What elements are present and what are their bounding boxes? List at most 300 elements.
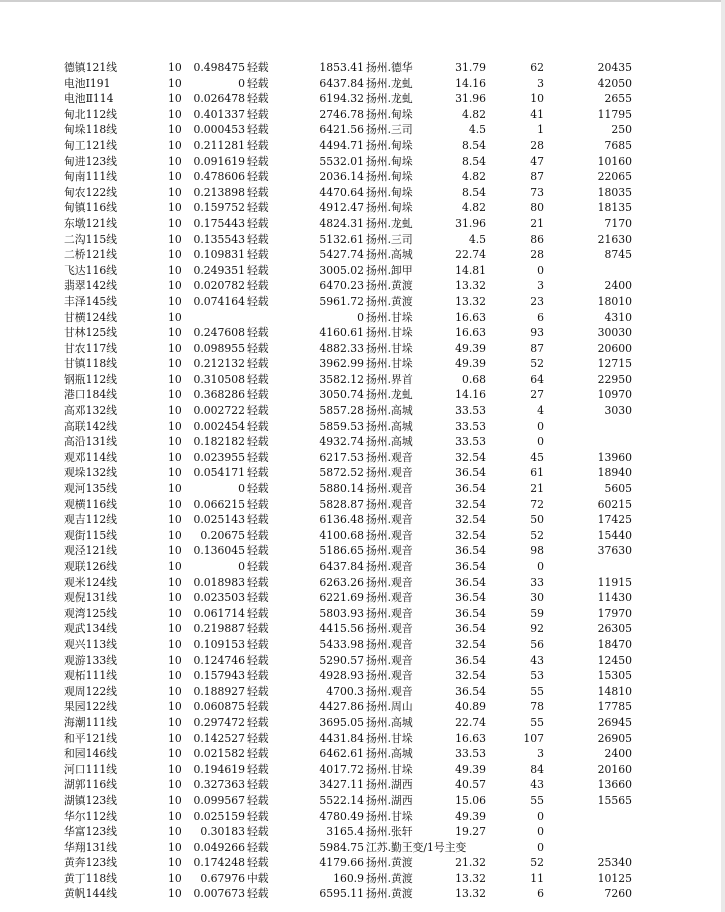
total-cell: 26905 <box>597 731 632 745</box>
length-cell: 16.63 <box>455 731 486 745</box>
load-ratio-cell: 0.401337 <box>193 107 245 121</box>
total-cell: 20160 <box>597 762 632 776</box>
load-status-cell: 轻载 <box>247 435 269 449</box>
voltage-cell: 10 <box>168 871 182 885</box>
capacity-cell: 5859.53 <box>319 419 364 433</box>
count-cell: 53 <box>530 669 544 683</box>
load-ratio-cell: 0.074164 <box>193 294 245 308</box>
voltage-cell: 10 <box>168 482 182 496</box>
load-status-cell: 轻载 <box>247 154 269 168</box>
line-name-cell: 观吉112线 <box>64 513 117 527</box>
table-row <box>0 216 725 232</box>
load-status-cell: 轻载 <box>247 684 269 698</box>
length-cell: 36.54 <box>455 622 486 636</box>
substation-cell: 扬州.甸垛 <box>366 107 413 121</box>
length-cell: 32.54 <box>455 528 486 542</box>
substation-cell: 扬州.黄渡 <box>366 279 413 293</box>
total-cell: 250 <box>611 123 632 137</box>
length-cell: 49.39 <box>455 762 486 776</box>
count-cell: 107 <box>523 731 544 745</box>
capacity-cell: 3582.12 <box>319 372 364 386</box>
length-cell: 14.16 <box>455 388 486 402</box>
capacity-cell: 4470.64 <box>319 185 364 199</box>
substation-cell: 江苏.勤王变/1号主变 <box>366 840 467 854</box>
table-row <box>0 855 725 871</box>
length-cell: 4.5 <box>468 232 486 246</box>
line-name-cell: 电池Ⅱ114 <box>64 92 114 106</box>
load-status-cell: 轻载 <box>247 201 269 215</box>
substation-cell: 扬州.观音 <box>366 575 413 589</box>
load-status-cell: 轻载 <box>247 61 269 74</box>
count-cell: 6 <box>537 887 544 901</box>
table-row <box>0 793 725 809</box>
capacity-cell: 6437.84 <box>319 76 364 90</box>
voltage-cell: 10 <box>168 61 182 74</box>
total-cell: 22065 <box>597 170 632 184</box>
substation-cell: 扬州.观音 <box>366 653 413 667</box>
substation-cell: 扬州.卸甲 <box>366 263 413 277</box>
load-status-cell: 轻载 <box>247 575 269 589</box>
length-cell: 31.96 <box>455 216 486 230</box>
count-cell: 23 <box>530 294 544 308</box>
capacity-cell: 5880.14 <box>319 482 364 496</box>
length-cell: 32.54 <box>455 669 486 683</box>
line-name-cell: 河口111线 <box>64 762 117 776</box>
line-name-cell: 甸垛118线 <box>64 123 117 137</box>
count-cell: 21 <box>530 482 544 496</box>
total-cell: 13960 <box>597 450 632 464</box>
total-cell: 11430 <box>597 591 632 605</box>
table-row <box>0 543 725 559</box>
line-name-cell: 甸工121线 <box>64 138 117 152</box>
voltage-cell: 10 <box>168 201 182 215</box>
voltage-cell: 10 <box>168 622 182 636</box>
load-status-cell: 轻载 <box>247 185 269 199</box>
voltage-cell: 10 <box>168 466 182 480</box>
voltage-cell: 10 <box>168 450 182 464</box>
total-cell: 10125 <box>597 871 632 885</box>
load-status-cell: 轻载 <box>247 294 269 308</box>
total-cell: 18940 <box>597 466 632 480</box>
load-status-cell: 轻载 <box>247 809 269 823</box>
line-name-cell: 和园146线 <box>64 747 117 761</box>
load-status-cell: 轻载 <box>247 513 269 527</box>
line-name-cell: 甸农122线 <box>64 185 117 199</box>
count-cell: 52 <box>530 856 544 870</box>
capacity-cell: 5186.65 <box>319 544 364 558</box>
load-ratio-cell: 0.025143 <box>193 513 245 527</box>
substation-cell: 扬州.德华 <box>366 61 413 74</box>
load-status-cell: 轻载 <box>247 123 269 137</box>
substation-cell: 扬州.观音 <box>366 513 413 527</box>
load-status-cell: 轻载 <box>247 591 269 605</box>
length-cell: 22.74 <box>455 715 486 729</box>
load-status-cell: 轻载 <box>247 232 269 246</box>
count-cell: 6 <box>537 310 544 324</box>
capacity-cell: 6595.11 <box>319 887 364 901</box>
voltage-cell: 10 <box>168 684 182 698</box>
load-ratio-cell: 0.478606 <box>193 170 245 184</box>
capacity-cell: 5984.75 <box>319 840 364 854</box>
length-cell: 33.53 <box>455 419 486 433</box>
load-status-cell: 轻载 <box>247 450 269 464</box>
load-ratio-cell: 0.136045 <box>193 544 245 558</box>
total-cell: 21630 <box>597 232 632 246</box>
load-ratio-cell: 0.109831 <box>193 248 245 262</box>
total-cell: 14810 <box>597 684 632 698</box>
voltage-cell: 10 <box>168 560 182 573</box>
capacity-cell: 6462.61 <box>319 747 364 761</box>
line-name-cell: 观米124线 <box>64 575 117 589</box>
voltage-cell: 10 <box>168 856 182 870</box>
load-ratio-cell: 0.174248 <box>193 856 245 870</box>
table-row <box>0 621 725 637</box>
substation-cell: 扬州.甘垛 <box>366 310 413 324</box>
load-ratio-cell: 0.20675 <box>200 528 245 542</box>
voltage-cell: 10 <box>168 825 182 839</box>
count-cell: 87 <box>530 341 544 355</box>
table-row <box>0 169 725 185</box>
substation-cell: 扬州.高城 <box>366 747 413 761</box>
line-name-cell: 甘横124线 <box>64 310 117 324</box>
table-row <box>0 653 725 669</box>
total-cell: 3030 <box>604 404 632 418</box>
capacity-cell: 6194.32 <box>319 92 364 106</box>
voltage-cell: 10 <box>168 528 182 542</box>
substation-cell: 扬州.观音 <box>366 497 413 511</box>
line-name-cell: 德镇121线 <box>64 61 117 74</box>
table-row <box>0 341 725 357</box>
table-row <box>0 278 725 294</box>
total-cell: 25340 <box>597 856 632 870</box>
load-status-cell: 轻载 <box>247 92 269 106</box>
load-ratio-cell: 0.157943 <box>193 669 245 683</box>
count-cell: 0 <box>537 560 544 573</box>
voltage-cell: 10 <box>168 793 182 807</box>
line-name-cell: 观游133线 <box>64 653 117 667</box>
voltage-cell: 10 <box>168 170 182 184</box>
count-cell: 84 <box>530 762 544 776</box>
table-row <box>0 481 725 497</box>
load-status-cell: 轻载 <box>247 497 269 511</box>
total-cell: 13660 <box>597 778 632 792</box>
substation-cell: 扬州.黄渡 <box>366 887 413 901</box>
voltage-cell: 10 <box>168 497 182 511</box>
length-cell: 33.53 <box>455 404 486 418</box>
table-row <box>0 777 725 793</box>
line-name-cell: 观泾121线 <box>64 544 117 558</box>
load-status-cell: 轻载 <box>247 138 269 152</box>
length-cell: 4.82 <box>461 107 486 121</box>
capacity-cell: 6217.53 <box>319 450 364 464</box>
count-cell: 56 <box>530 637 544 651</box>
line-name-cell: 观联126线 <box>64 560 117 573</box>
count-cell: 10 <box>530 92 544 106</box>
length-cell: 4.82 <box>461 170 486 184</box>
count-cell: 28 <box>530 248 544 262</box>
capacity-cell: 5872.52 <box>319 466 364 480</box>
table-row <box>0 419 725 435</box>
capacity-cell: 4824.31 <box>319 216 364 230</box>
substation-cell: 扬州.观音 <box>366 560 413 573</box>
substation-cell: 扬州.高城 <box>366 404 413 418</box>
capacity-cell: 3695.05 <box>319 715 364 729</box>
load-ratio-cell: 0.002454 <box>193 419 245 433</box>
line-name-cell: 甘农117线 <box>64 341 117 355</box>
count-cell: 28 <box>530 138 544 152</box>
table-row <box>0 403 725 419</box>
line-name-cell: 和平121线 <box>64 731 117 745</box>
capacity-cell: 2746.78 <box>319 107 364 121</box>
count-cell: 86 <box>530 232 544 246</box>
count-cell: 21 <box>530 216 544 230</box>
length-cell: 36.54 <box>455 560 486 573</box>
count-cell: 98 <box>530 544 544 558</box>
line-name-cell: 观武134线 <box>64 622 117 636</box>
load-ratio-cell: 0.066215 <box>193 497 245 511</box>
table-row <box>0 60 725 76</box>
length-cell: 22.74 <box>455 248 486 262</box>
load-status-cell: 轻载 <box>247 76 269 90</box>
substation-cell: 扬州.观音 <box>366 482 413 496</box>
length-cell: 49.39 <box>455 341 486 355</box>
load-ratio-cell: 0.099567 <box>193 793 245 807</box>
capacity-cell: 4932.74 <box>319 435 364 449</box>
load-status-cell: 轻载 <box>247 357 269 371</box>
voltage-cell: 10 <box>168 341 182 355</box>
substation-cell: 扬州.三司 <box>366 123 413 137</box>
substation-cell: 扬州.高城 <box>366 248 413 262</box>
load-ratio-cell: 0.060875 <box>193 700 245 714</box>
voltage-cell: 10 <box>168 263 182 277</box>
total-cell: 15305 <box>597 669 632 683</box>
load-ratio-cell: 0.30183 <box>200 825 245 839</box>
load-ratio-cell: 0.297472 <box>193 715 245 729</box>
substation-cell: 扬州.观音 <box>366 622 413 636</box>
length-cell: 14.81 <box>455 263 486 277</box>
load-ratio-cell: 0.182182 <box>193 435 245 449</box>
substation-cell: 扬州.三司 <box>366 232 413 246</box>
substation-cell: 扬州.张轩 <box>366 825 413 839</box>
total-cell: 17970 <box>597 606 632 620</box>
table-row <box>0 575 725 591</box>
total-cell: 17785 <box>597 700 632 714</box>
length-cell: 8.54 <box>461 185 486 199</box>
load-ratio-cell: 0.67976 <box>200 871 245 885</box>
voltage-cell: 10 <box>168 326 182 340</box>
count-cell: 43 <box>530 653 544 667</box>
load-status-cell: 轻载 <box>247 341 269 355</box>
count-cell: 11 <box>530 871 544 885</box>
substation-cell: 扬州.观音 <box>366 684 413 698</box>
line-name-cell: 湖镇123线 <box>64 793 117 807</box>
line-name-cell: 二桥121线 <box>64 248 117 262</box>
line-name-cell: 观横116线 <box>64 497 117 511</box>
capacity-cell: 5961.72 <box>319 294 364 308</box>
count-cell: 64 <box>530 372 544 386</box>
capacity-cell: 3005.02 <box>319 263 364 277</box>
length-cell: 32.54 <box>455 513 486 527</box>
total-cell: 7260 <box>604 887 632 901</box>
line-name-cell: 甸北112线 <box>64 107 117 121</box>
table-row <box>0 122 725 138</box>
voltage-cell: 10 <box>168 700 182 714</box>
voltage-cell: 10 <box>168 669 182 683</box>
capacity-cell: 4431.84 <box>319 731 364 745</box>
load-status-cell: 轻载 <box>247 482 269 496</box>
substation-cell: 扬州.龙虬 <box>366 76 413 90</box>
substation-cell: 扬州.高城 <box>366 435 413 449</box>
capacity-cell: 6263.26 <box>319 575 364 589</box>
total-cell: 42050 <box>597 76 632 90</box>
substation-cell: 扬州.观音 <box>366 528 413 542</box>
load-ratio-cell: 0.211281 <box>193 138 245 152</box>
table-row <box>0 372 725 388</box>
length-cell: 4.5 <box>468 123 486 137</box>
load-ratio-cell: 0.124746 <box>193 653 245 667</box>
line-name-cell: 湖郭116线 <box>64 778 117 792</box>
line-name-cell: 钢瓶112线 <box>64 372 117 386</box>
length-cell: 32.54 <box>455 450 486 464</box>
table-row <box>0 465 725 481</box>
table-row <box>0 684 725 700</box>
length-cell: 36.54 <box>455 591 486 605</box>
voltage-cell: 10 <box>168 575 182 589</box>
load-ratio-cell: 0.188927 <box>193 684 245 698</box>
load-status-cell: 轻载 <box>247 419 269 433</box>
load-status-cell: 轻载 <box>247 653 269 667</box>
load-status-cell: 轻载 <box>247 263 269 277</box>
substation-cell: 扬州.甸垛 <box>366 170 413 184</box>
table-row <box>0 746 725 762</box>
load-ratio-cell: 0.498475 <box>193 61 245 74</box>
substation-cell: 扬州.观音 <box>366 669 413 683</box>
capacity-cell: 5290.57 <box>319 653 364 667</box>
load-ratio-cell: 0.020782 <box>193 279 245 293</box>
line-name-cell: 观邓114线 <box>64 450 117 464</box>
capacity-cell: 4700.3 <box>326 684 364 698</box>
load-status-cell: 轻载 <box>247 528 269 542</box>
line-name-cell: 观周122线 <box>64 684 117 698</box>
count-cell: 33 <box>530 575 544 589</box>
voltage-cell: 10 <box>168 76 182 90</box>
load-status-cell: 轻载 <box>247 700 269 714</box>
total-cell: 11915 <box>597 575 632 589</box>
substation-cell: 扬州.龙虬 <box>366 388 413 402</box>
voltage-cell: 10 <box>168 248 182 262</box>
table-row <box>0 310 725 326</box>
total-cell: 10970 <box>597 388 632 402</box>
line-name-cell: 观湾125线 <box>64 606 117 620</box>
substation-cell: 扬州.高城 <box>366 715 413 729</box>
capacity-cell: 4179.66 <box>319 856 364 870</box>
load-status-cell: 轻载 <box>247 466 269 480</box>
count-cell: 61 <box>530 466 544 480</box>
count-cell: 3 <box>537 747 544 761</box>
substation-cell: 扬州.湖西 <box>366 793 413 807</box>
voltage-cell: 10 <box>168 606 182 620</box>
capacity-cell: 4017.72 <box>319 762 364 776</box>
total-cell: 10160 <box>597 154 632 168</box>
line-name-cell: 观兴113线 <box>64 637 117 651</box>
load-ratio-cell: 0.135543 <box>193 232 245 246</box>
total-cell: 15440 <box>597 528 632 542</box>
line-name-cell: 二沟115线 <box>64 232 117 246</box>
line-name-cell: 果园122线 <box>64 700 117 714</box>
length-cell: 16.63 <box>455 326 486 340</box>
load-ratio-cell: 0.049266 <box>193 840 245 854</box>
total-cell: 26305 <box>597 622 632 636</box>
voltage-cell: 10 <box>168 715 182 729</box>
load-ratio-cell: 0.000453 <box>193 123 245 137</box>
load-status-cell: 轻载 <box>247 887 269 901</box>
count-cell: 3 <box>537 76 544 90</box>
count-cell: 55 <box>530 715 544 729</box>
load-status-cell: 轻载 <box>247 326 269 340</box>
count-cell: 27 <box>530 388 544 402</box>
load-ratio-cell: 0.023503 <box>193 591 245 605</box>
length-cell: 13.32 <box>455 887 486 901</box>
voltage-cell: 10 <box>168 653 182 667</box>
load-status-cell: 轻载 <box>247 622 269 636</box>
table-row <box>0 263 725 279</box>
table-row <box>0 840 725 856</box>
substation-cell: 扬州.观音 <box>366 606 413 620</box>
length-cell: 8.54 <box>461 154 486 168</box>
substation-cell: 扬州.甘垛 <box>366 357 413 371</box>
load-ratio-cell: 0.194619 <box>193 762 245 776</box>
length-cell: 4.82 <box>461 201 486 215</box>
load-ratio-cell: 0.018983 <box>193 575 245 589</box>
length-cell: 19.27 <box>455 825 486 839</box>
capacity-cell: 4494.71 <box>319 138 364 152</box>
table-row <box>0 76 725 92</box>
substation-cell: 扬州.甸垛 <box>366 201 413 215</box>
load-ratio-cell: 0.023955 <box>193 450 245 464</box>
table-row <box>0 606 725 622</box>
table-row <box>0 512 725 528</box>
substation-cell: 扬州.龙虬 <box>366 216 413 230</box>
load-ratio-cell: 0.159752 <box>193 201 245 215</box>
line-name-cell: 观河135线 <box>64 482 117 496</box>
line-name-cell: 华翔131线 <box>64 840 117 854</box>
substation-cell: 扬州.甸垛 <box>366 185 413 199</box>
total-cell: 18010 <box>597 294 632 308</box>
table-row <box>0 247 725 263</box>
capacity-cell: 5433.98 <box>319 637 364 651</box>
total-cell: 15565 <box>597 793 632 807</box>
table-row <box>0 154 725 170</box>
voltage-cell: 10 <box>168 762 182 776</box>
capacity-cell: 4928.93 <box>319 669 364 683</box>
count-cell: 0 <box>537 263 544 277</box>
line-name-cell: 观垛132线 <box>64 466 117 480</box>
capacity-cell: 4415.56 <box>319 622 364 636</box>
voltage-cell: 10 <box>168 747 182 761</box>
count-cell: 0 <box>537 825 544 839</box>
total-cell: 12450 <box>597 653 632 667</box>
table-row <box>0 824 725 840</box>
count-cell: 45 <box>530 450 544 464</box>
load-status-cell: 轻载 <box>247 669 269 683</box>
voltage-cell: 10 <box>168 372 182 386</box>
voltage-cell: 10 <box>168 123 182 137</box>
substation-cell: 扬州.界首 <box>366 372 413 386</box>
capacity-cell: 6470.23 <box>319 279 364 293</box>
load-ratio-cell: 0 <box>238 76 245 90</box>
table-row <box>0 590 725 606</box>
count-cell: 50 <box>530 513 544 527</box>
